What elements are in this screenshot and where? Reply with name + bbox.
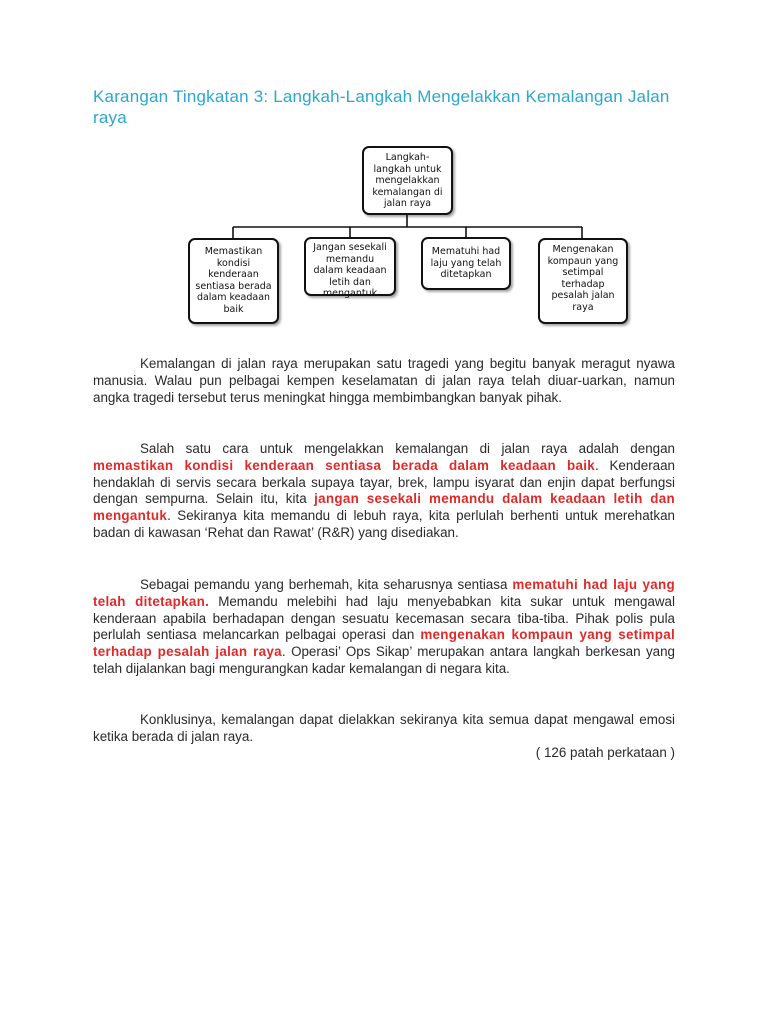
diagram-node-1-label: Memastikan kondisi kenderaan sentiasa berada dalam keadaan baik (195, 246, 272, 315)
paragraph-conclusion-text: Konklusinya, kemalangan dapat dielakkan sekiranya kita semua dapat mengawal emosi ketika berada di jalan raya. (93, 712, 675, 744)
paragraph-body-2 (93, 577, 675, 678)
paragraph-body-2-text-c: . Operasi’ Ops Sikap’ merupakan antara langkah berkesan yang telah dijalankan bagi mengurangkan kadar kemalangan di negara kita. (93, 644, 676, 676)
highlight-letih-mengantuk: jangan sesekali memandu dalam keadaan letih dan mengantuk (93, 491, 675, 524)
diagram-node-1 (188, 238, 279, 324)
diagram-node-4-label: Mengenakan kompaun yang setimpal terhadap pesalah jalan raya (547, 244, 619, 313)
page-title: Karangan Tingkatan 3: Langkah-Langkah Mengelakkan Kemalangan Jalan raya (93, 87, 670, 127)
paragraph-body-2-text-a: Sebagai pemandu yang berhemah, kita seharusnya sentiasa (140, 577, 513, 592)
highlight-had-laju: mematuhi had laju yang telah ditetapkan. (93, 577, 675, 609)
paragraph-body-1-text-a: Salah satu cara untuk mengelakkan kemalangan di jalan raya adalah dengan (140, 441, 675, 456)
diagram-node-2-label: Jangan sesekali memandu dalam keadaan letih dan mengantuk (313, 242, 387, 300)
diagram-node-3-label: Mematuhi had laju yang telah ditetapkan (430, 246, 502, 281)
paragraph-body-2-text-b: Memandu melebihi had laju menyebabkan kita sukar untuk mengawal kenderaan apabila berhadapan dengan sesuatu kecemasan secara tiba-tiba. Pihak polis pula perlulah sentiasa melancarkan pelbagai operasi dan (93, 593, 675, 643)
diagram-node-2 (304, 237, 396, 300)
paragraph-intro (93, 356, 675, 406)
mind-map-diagram (0, 0, 768, 340)
paragraph-body-1-text-c: . Sekiranya kita memandu di lebuh raya, kita perlulah berhenti untuk merehatkan badan di kawasan ‘Rehat dan Rawat’ (R&R) yang disediakan. (93, 508, 675, 540)
highlight-kompaun: mengenakan kompaun yang setimpal terhadap pesalah jalan raya (93, 627, 675, 660)
diagram-node-4 (538, 238, 628, 324)
highlight-kondisi-kenderaan: memastikan kondisi kenderaan sentiasa berada dalam keadaan baik (93, 457, 595, 473)
paragraph-intro-text: Kemalangan di jalan raya merupakan satu tragedi yang begitu banyak meragut nyawa manusia. Walau pun pelbagai kempen keselamatan di jalan raya telah diuar-uarkan, namun angka tragedi tersebut terus meningkat hingga membimbangkan banyak pihak. (93, 356, 675, 405)
diagram-root-node (362, 146, 453, 215)
paragraph-body-1-text-b: . Kenderaan hendaklah di servis secara berkala supaya tayar, brek, lampu isyarat dan enjin dapat berfungsi dengan sempurna. Selain itu, kita (93, 457, 675, 507)
paragraph-conclusion (93, 712, 675, 746)
diagram-root-label: Langkah-langkah untuk mengelakkan kemalangan di jalan raya (372, 152, 443, 210)
paragraph-body-1 (93, 441, 675, 542)
diagram-node-3 (421, 237, 511, 290)
word-count: ( 126 patah perkataan ) (535, 745, 675, 760)
